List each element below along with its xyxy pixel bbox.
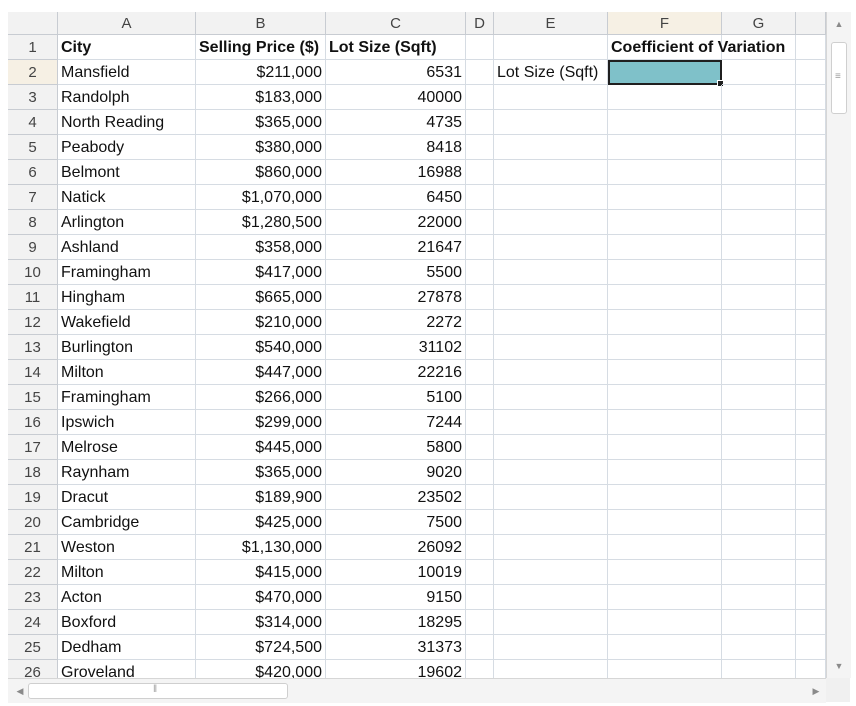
cell[interactable] xyxy=(466,385,494,410)
row-header[interactable]: 2 xyxy=(8,60,58,85)
cell-e2[interactable]: Lot Size (Sqft) xyxy=(494,60,608,85)
cell-f1[interactable]: Coefficient of Variation xyxy=(608,35,722,60)
cell[interactable] xyxy=(494,335,608,360)
column-header-blank xyxy=(796,12,826,35)
cell[interactable] xyxy=(466,60,494,85)
cell-lot-size[interactable]: 23502 xyxy=(326,485,466,510)
cell-city[interactable]: Arlington xyxy=(58,210,196,235)
horizontal-scroll-thumb[interactable] xyxy=(28,683,288,699)
row-header[interactable]: 13 xyxy=(8,335,58,360)
cell[interactable] xyxy=(722,460,796,485)
cell[interactable] xyxy=(608,85,722,110)
cell[interactable] xyxy=(466,235,494,260)
cell[interactable] xyxy=(796,635,826,660)
cell-lot-size[interactable]: 5500 xyxy=(326,260,466,285)
row-header[interactable]: 21 xyxy=(8,535,58,560)
cell-city[interactable]: Boxford xyxy=(58,610,196,635)
cell[interactable] xyxy=(796,285,826,310)
row-header[interactable]: 17 xyxy=(8,435,58,460)
cell-a1[interactable]: City xyxy=(58,35,196,60)
cell-price[interactable]: $365,000 xyxy=(196,110,326,135)
cell[interactable] xyxy=(796,60,826,85)
cell-lot-size[interactable]: 22000 xyxy=(326,210,466,235)
column-header-e[interactable]: E xyxy=(494,12,608,35)
cell-lot-size[interactable]: 8418 xyxy=(326,135,466,160)
cell[interactable] xyxy=(466,35,494,60)
column-header-f[interactable]: F xyxy=(608,12,722,35)
cell[interactable] xyxy=(466,635,494,660)
cell[interactable] xyxy=(466,585,494,610)
cell[interactable] xyxy=(608,110,722,135)
cell[interactable] xyxy=(722,335,796,360)
cell[interactable] xyxy=(466,560,494,585)
cell-lot-size[interactable]: 9150 xyxy=(326,585,466,610)
cell[interactable] xyxy=(722,110,796,135)
cell-price[interactable]: $266,000 xyxy=(196,385,326,410)
cell-city[interactable]: Framingham xyxy=(58,385,196,410)
row-header[interactable]: 11 xyxy=(8,285,58,310)
cell[interactable] xyxy=(494,185,608,210)
cell-lot-size[interactable]: 21647 xyxy=(326,235,466,260)
cell[interactable] xyxy=(608,485,722,510)
cell[interactable] xyxy=(608,435,722,460)
cell-lot-size[interactable]: 4735 xyxy=(326,110,466,135)
cell[interactable] xyxy=(608,360,722,385)
cell[interactable] xyxy=(466,285,494,310)
cell[interactable] xyxy=(494,260,608,285)
row-header[interactable]: 1 xyxy=(8,35,58,60)
cell-lot-size[interactable]: 6450 xyxy=(326,185,466,210)
cell[interactable] xyxy=(494,135,608,160)
cell-city[interactable]: Ashland xyxy=(58,235,196,260)
cell[interactable] xyxy=(796,535,826,560)
cell[interactable] xyxy=(494,585,608,610)
vertical-scrollbar[interactable] xyxy=(826,12,851,678)
thumb-grip-icon: ≡ xyxy=(835,71,841,82)
cell[interactable] xyxy=(494,535,608,560)
row-header[interactable]: 16 xyxy=(8,410,58,435)
cell-price[interactable]: $299,000 xyxy=(196,410,326,435)
cell[interactable] xyxy=(722,635,796,660)
cell-b1[interactable]: Selling Price ($) xyxy=(196,35,326,60)
cell[interactable] xyxy=(608,210,722,235)
row-header[interactable]: 22 xyxy=(8,560,58,585)
cell[interactable] xyxy=(722,260,796,285)
cell[interactable] xyxy=(796,160,826,185)
scroll-up-icon[interactable]: ▲ xyxy=(834,19,844,29)
cell[interactable] xyxy=(608,660,722,678)
cell[interactable] xyxy=(608,135,722,160)
cell-price[interactable]: $415,000 xyxy=(196,560,326,585)
cell[interactable] xyxy=(466,310,494,335)
cell[interactable] xyxy=(722,435,796,460)
cell[interactable] xyxy=(494,410,608,435)
cell[interactable] xyxy=(608,185,722,210)
column-header-a[interactable]: A xyxy=(58,12,196,35)
cell[interactable] xyxy=(722,610,796,635)
cell-lot-size[interactable]: 31102 xyxy=(326,335,466,360)
cell[interactable] xyxy=(796,660,826,678)
cell-price[interactable]: $358,000 xyxy=(196,235,326,260)
cell[interactable] xyxy=(722,210,796,235)
column-header-c[interactable]: C xyxy=(326,12,466,35)
cell-lot-size[interactable]: 16988 xyxy=(326,160,466,185)
cell[interactable] xyxy=(494,110,608,135)
cell-lot-size[interactable]: 7244 xyxy=(326,410,466,435)
row-header[interactable]: 8 xyxy=(8,210,58,235)
cell-lot-size[interactable]: 5100 xyxy=(326,385,466,410)
thumb-grip-icon: ‖ xyxy=(153,684,158,695)
cell[interactable] xyxy=(466,110,494,135)
cell[interactable] xyxy=(796,610,826,635)
cell[interactable] xyxy=(494,660,608,678)
cell[interactable] xyxy=(494,635,608,660)
row-header[interactable]: 9 xyxy=(8,235,58,260)
cell[interactable] xyxy=(796,485,826,510)
cell[interactable] xyxy=(494,360,608,385)
scroll-left-icon[interactable]: ◀ xyxy=(16,686,24,696)
cell-city[interactable]: North Reading xyxy=(58,110,196,135)
cell[interactable] xyxy=(722,235,796,260)
cell-price[interactable]: $447,000 xyxy=(196,360,326,385)
cell[interactable] xyxy=(796,360,826,385)
scroll-right-icon[interactable]: ▶ xyxy=(812,686,820,696)
cell[interactable] xyxy=(796,410,826,435)
cell[interactable] xyxy=(796,585,826,610)
row-header[interactable]: 24 xyxy=(8,610,58,635)
row-header[interactable]: 6 xyxy=(8,160,58,185)
cell[interactable] xyxy=(466,210,494,235)
cell[interactable] xyxy=(466,260,494,285)
cell[interactable] xyxy=(722,35,796,60)
cell[interactable] xyxy=(796,185,826,210)
cell[interactable] xyxy=(494,435,608,460)
cell-lot-size[interactable]: 40000 xyxy=(326,85,466,110)
cell-city[interactable]: Ipswich xyxy=(58,410,196,435)
cell[interactable] xyxy=(494,610,608,635)
cell[interactable] xyxy=(608,510,722,535)
cell-city[interactable]: Milton xyxy=(58,560,196,585)
cell[interactable] xyxy=(466,335,494,360)
cell-price[interactable]: $540,000 xyxy=(196,335,326,360)
cell[interactable] xyxy=(466,610,494,635)
cell-city[interactable]: Groveland xyxy=(58,660,196,678)
cell[interactable] xyxy=(796,135,826,160)
row-header[interactable]: 4 xyxy=(8,110,58,135)
cell[interactable] xyxy=(466,485,494,510)
cell[interactable] xyxy=(722,385,796,410)
cell[interactable] xyxy=(608,260,722,285)
cell-price[interactable]: $724,500 xyxy=(196,635,326,660)
cell-price[interactable]: $417,000 xyxy=(196,260,326,285)
cell-price[interactable]: $420,000 xyxy=(196,660,326,678)
cell-city[interactable]: Weston xyxy=(58,535,196,560)
cell-price[interactable]: $314,000 xyxy=(196,610,326,635)
cell[interactable] xyxy=(608,160,722,185)
cell[interactable] xyxy=(722,160,796,185)
cell-lot-size[interactable]: 19602 xyxy=(326,660,466,678)
cell[interactable] xyxy=(796,210,826,235)
scrollbar-corner xyxy=(826,678,850,702)
cell-price[interactable]: $380,000 xyxy=(196,135,326,160)
row-header[interactable]: 12 xyxy=(8,310,58,335)
cell[interactable] xyxy=(796,435,826,460)
cell[interactable] xyxy=(722,185,796,210)
cell-price[interactable]: $1,130,000 xyxy=(196,535,326,560)
cell[interactable] xyxy=(608,285,722,310)
cell[interactable] xyxy=(722,585,796,610)
cell[interactable] xyxy=(466,435,494,460)
cell-city[interactable]: Belmont xyxy=(58,160,196,185)
row-header[interactable]: 10 xyxy=(8,260,58,285)
cell[interactable] xyxy=(466,135,494,160)
cell-price[interactable]: $211,000 xyxy=(196,60,326,85)
cell-lot-size[interactable]: 27878 xyxy=(326,285,466,310)
cell[interactable] xyxy=(466,410,494,435)
cell[interactable] xyxy=(722,60,796,85)
cell-city[interactable]: Hingham xyxy=(58,285,196,310)
cell[interactable] xyxy=(466,360,494,385)
cell[interactable] xyxy=(608,460,722,485)
cell[interactable] xyxy=(796,235,826,260)
cell-lot-size[interactable]: 7500 xyxy=(326,510,466,535)
row-header[interactable]: 7 xyxy=(8,185,58,210)
cell[interactable] xyxy=(466,85,494,110)
row-header[interactable]: 3 xyxy=(8,85,58,110)
row-header[interactable]: 26 xyxy=(8,660,58,678)
cell-lot-size[interactable]: 5800 xyxy=(326,435,466,460)
cell[interactable] xyxy=(722,285,796,310)
cell-price[interactable]: $183,000 xyxy=(196,85,326,110)
cell-price[interactable]: $365,000 xyxy=(196,460,326,485)
cell-city[interactable]: Framingham xyxy=(58,260,196,285)
cell[interactable] xyxy=(466,510,494,535)
cell[interactable] xyxy=(608,310,722,335)
cell[interactable] xyxy=(494,310,608,335)
cell-lot-size[interactable]: 10019 xyxy=(326,560,466,585)
cell[interactable] xyxy=(722,535,796,560)
cell[interactable] xyxy=(722,510,796,535)
cell-city[interactable]: Acton xyxy=(58,585,196,610)
cell-price[interactable]: $665,000 xyxy=(196,285,326,310)
cell[interactable] xyxy=(722,660,796,678)
cell[interactable] xyxy=(608,560,722,585)
cell-price[interactable]: $445,000 xyxy=(196,435,326,460)
cell-city[interactable]: Melrose xyxy=(58,435,196,460)
cell-price[interactable]: $189,900 xyxy=(196,485,326,510)
row-header[interactable]: 5 xyxy=(8,135,58,160)
cell-city[interactable]: Randolph xyxy=(58,85,196,110)
cell-price[interactable]: $860,000 xyxy=(196,160,326,185)
spreadsheet-grid[interactable] xyxy=(8,12,826,678)
cell-price[interactable]: $470,000 xyxy=(196,585,326,610)
cell-price[interactable]: $1,280,500 xyxy=(196,210,326,235)
column-header-d[interactable]: D xyxy=(466,12,494,35)
cell-c1[interactable]: Lot Size (Sqft) xyxy=(326,35,466,60)
row-header[interactable]: 23 xyxy=(8,585,58,610)
row-header[interactable]: 15 xyxy=(8,385,58,410)
cell[interactable] xyxy=(608,235,722,260)
cell[interactable] xyxy=(796,385,826,410)
cell-city[interactable]: Cambridge xyxy=(58,510,196,535)
cell[interactable] xyxy=(494,285,608,310)
cell-city[interactable]: Dracut xyxy=(58,485,196,510)
row-header[interactable]: 20 xyxy=(8,510,58,535)
cell[interactable] xyxy=(722,360,796,385)
cell-lot-size[interactable]: 26092 xyxy=(326,535,466,560)
cell[interactable] xyxy=(466,460,494,485)
column-header-b[interactable]: B xyxy=(196,12,326,35)
cell-city[interactable]: Raynham xyxy=(58,460,196,485)
cell[interactable] xyxy=(796,310,826,335)
cell[interactable] xyxy=(466,535,494,560)
cell[interactable] xyxy=(494,235,608,260)
cell-city[interactable]: Dedham xyxy=(58,635,196,660)
cell[interactable] xyxy=(466,185,494,210)
cell-lot-size[interactable]: 31373 xyxy=(326,635,466,660)
cell[interactable] xyxy=(494,85,608,110)
cell[interactable] xyxy=(608,410,722,435)
cell-city[interactable]: Mansfield xyxy=(58,60,196,85)
cell[interactable] xyxy=(722,310,796,335)
cell[interactable] xyxy=(494,385,608,410)
cell[interactable] xyxy=(796,460,826,485)
cell-city[interactable]: Burlington xyxy=(58,335,196,360)
row-header[interactable]: 19 xyxy=(8,485,58,510)
cell[interactable] xyxy=(608,610,722,635)
cell[interactable] xyxy=(608,635,722,660)
cell[interactable] xyxy=(494,485,608,510)
cell[interactable] xyxy=(608,335,722,360)
cell-lot-size[interactable]: 22216 xyxy=(326,360,466,385)
column-header-g[interactable]: G xyxy=(722,12,796,35)
cell[interactable] xyxy=(608,535,722,560)
cell-price[interactable]: $425,000 xyxy=(196,510,326,535)
row-header[interactable]: 18 xyxy=(8,460,58,485)
cell[interactable] xyxy=(796,85,826,110)
cell-lot-size[interactable]: 9020 xyxy=(326,460,466,485)
cell-city[interactable]: Peabody xyxy=(58,135,196,160)
cell[interactable] xyxy=(796,510,826,535)
cell[interactable] xyxy=(796,260,826,285)
select-all-corner[interactable] xyxy=(8,12,58,35)
cell-lot-size[interactable]: 6531 xyxy=(326,60,466,85)
cell[interactable] xyxy=(722,485,796,510)
row-header[interactable]: 14 xyxy=(8,360,58,385)
vertical-scroll-thumb[interactable] xyxy=(831,42,847,114)
cell-lot-size[interactable]: 2272 xyxy=(326,310,466,335)
cell-city[interactable]: Milton xyxy=(58,360,196,385)
cell[interactable] xyxy=(608,585,722,610)
cell[interactable] xyxy=(796,560,826,585)
cell[interactable] xyxy=(796,110,826,135)
cell[interactable] xyxy=(494,460,608,485)
cell[interactable] xyxy=(722,135,796,160)
cell[interactable] xyxy=(494,510,608,535)
cell-city[interactable]: Wakefield xyxy=(58,310,196,335)
cell[interactable] xyxy=(466,660,494,678)
cell[interactable] xyxy=(796,335,826,360)
cell[interactable] xyxy=(722,560,796,585)
cell-price[interactable]: $1,070,000 xyxy=(196,185,326,210)
cell[interactable] xyxy=(466,160,494,185)
cell[interactable] xyxy=(722,85,796,110)
cell[interactable] xyxy=(494,35,608,60)
cell[interactable] xyxy=(608,385,722,410)
cell[interactable] xyxy=(494,560,608,585)
cell-f2-selected[interactable] xyxy=(608,60,722,85)
cell-city[interactable]: Natick xyxy=(58,185,196,210)
horizontal-scrollbar[interactable] xyxy=(8,678,826,703)
cell[interactable] xyxy=(494,160,608,185)
cell[interactable] xyxy=(796,35,826,60)
cell-price[interactable]: $210,000 xyxy=(196,310,326,335)
cell[interactable] xyxy=(494,210,608,235)
row-header[interactable]: 25 xyxy=(8,635,58,660)
scroll-down-icon[interactable]: ▼ xyxy=(834,661,844,671)
cell-lot-size[interactable]: 18295 xyxy=(326,610,466,635)
cell[interactable] xyxy=(722,410,796,435)
